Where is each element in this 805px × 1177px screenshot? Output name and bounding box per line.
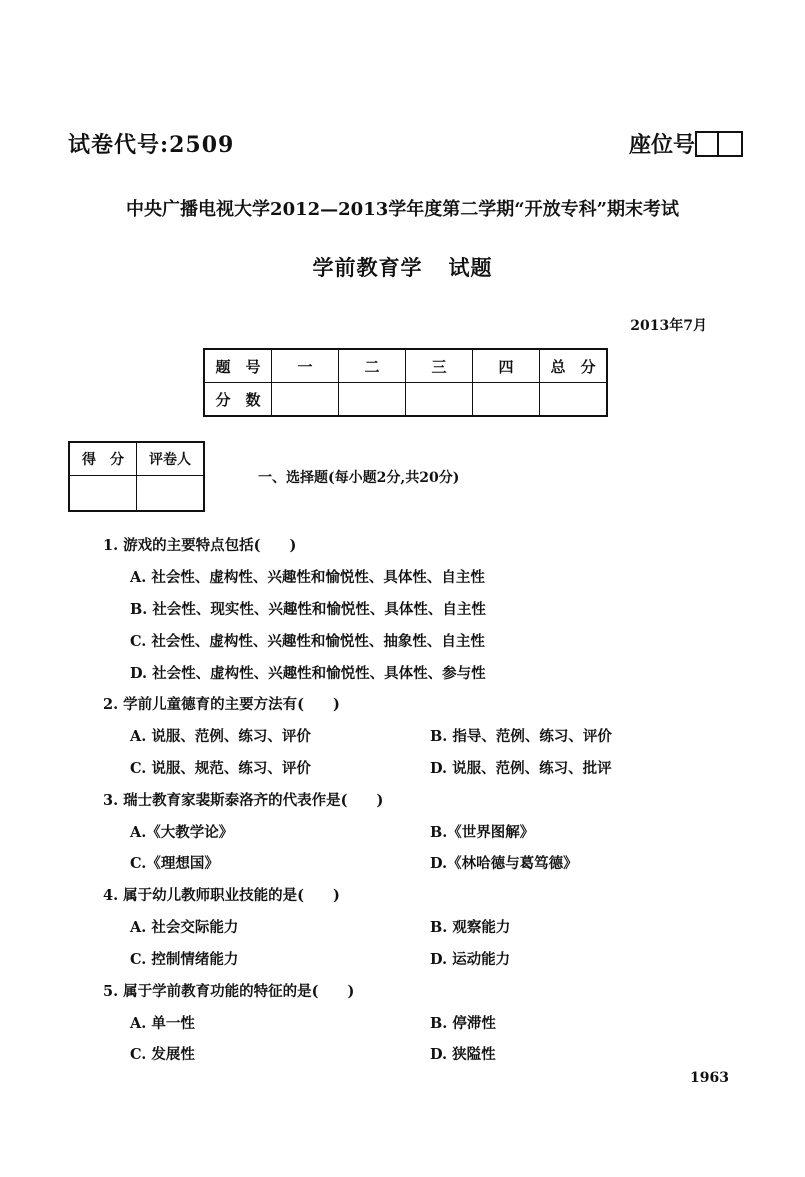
question-option: C.《理想国》 [130,855,219,872]
score-table-cell: 一 [272,349,339,383]
question-option: C. 说服、规范、练习、评价 [130,760,311,777]
page-number: 1963 [690,1070,729,1086]
question-option: B. 指导、范例、练习、评价 [430,728,612,745]
exam-date: 2013年7月 [630,318,707,334]
section-title: 一、选择题(每小题2分,共20分) [258,470,460,486]
score-table-cell: 二 [339,349,406,383]
score-table-cell: 总 分 [540,349,608,383]
subject-suffix: 试题 [448,255,493,280]
question-stem: 5. 属于学前教育功能的特征的是( ) [103,983,355,1000]
grader-blank-cell [137,476,205,512]
question-stem: 1. 游戏的主要特点包括( ) [103,537,297,554]
score-table-cell: 分 数 [204,383,272,417]
grader-table-cell: 得 分 [69,442,137,476]
question-option: B.《世界图解》 [430,824,535,841]
question-option: A.《大教学论》 [130,824,234,841]
grader-table-cell: 评卷人 [137,442,205,476]
score-table [203,348,608,417]
score-input-cell [473,383,540,417]
seat-box [719,131,743,157]
score-table-header-row [204,349,607,383]
score-table-cell: 题 号 [204,349,272,383]
question-option: D. 社会性、虚构性、兴趣性和愉悦性、具体性、参与性 [130,665,486,682]
grader-table [68,441,205,512]
exam-title: 中央广播电视大学2012—2013学年度第二学期“开放专科”期末考试 [126,199,679,220]
score-input-cell [540,383,608,417]
question-stem: 4. 属于幼儿教师职业技能的是( ) [103,887,340,904]
question-option: A. 说服、范例、练习、评价 [130,728,311,745]
seat-number-boxes [695,131,743,157]
subject-title [0,252,805,282]
question-option: C. 控制情绪能力 [130,951,239,968]
question-option: A. 单一性 [130,1015,195,1032]
grader-table-header-row [69,442,204,476]
question-option: D. 狭隘性 [430,1046,496,1063]
seat-number [629,128,743,159]
question-option: D. 说服、范例、练习、批评 [430,760,612,777]
question-option: D.《林哈德与葛笃德》 [430,855,578,872]
question-option: A. 社会性、虚构性、兴趣性和愉悦性、具体性、自主性 [130,569,485,586]
grader-blank-cell [69,476,137,512]
question-option: B. 社会性、现实性、兴趣性和愉悦性、具体性、自主性 [130,601,486,618]
score-input-cell [339,383,406,417]
question-option: C. 发展性 [130,1046,195,1063]
question-option: B. 观察能力 [430,919,511,936]
question-option: D. 运动能力 [430,951,511,968]
score-input-cell [272,383,339,417]
score-input-cell [406,383,473,417]
question-option: A. 社会交际能力 [130,919,239,936]
subject-name: 学前教育学 [312,255,423,280]
seat-box [695,131,719,157]
grader-table-blank-row [69,476,204,512]
seat-number-label: 座位号 [628,132,695,158]
exam-code-label: 试卷代号:2509 [68,132,235,158]
score-table-score-row [204,383,607,417]
question-stem: 3. 瑞士教育家裴斯泰洛齐的代表作是( ) [103,792,384,809]
question-stem: 2. 学前儿童德育的主要方法有( ) [103,696,340,713]
score-table-cell: 四 [473,349,540,383]
score-table-cell: 三 [406,349,473,383]
question-option: C. 社会性、虚构性、兴趣性和愉悦性、抽象性、自主性 [130,633,485,650]
question-option: B. 停滞性 [430,1015,496,1032]
